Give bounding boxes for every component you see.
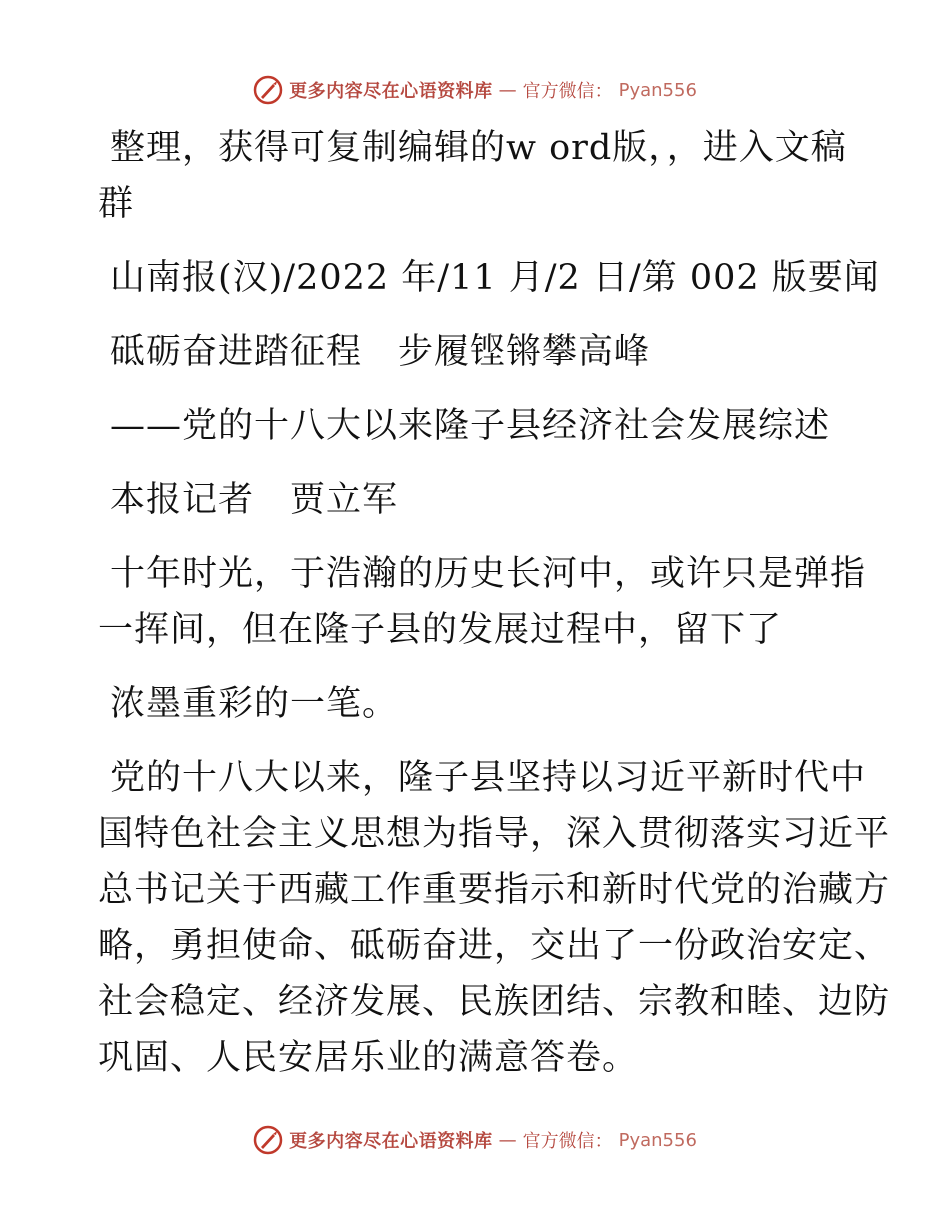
paragraph-1-line-1: 十年时光，于浩瀚的历史长河中，或许只是弹指 [110,554,867,594]
document-body [98,120,891,1086]
paragraph-2-line-5: 社会稳定、经济发展、民族团结、宗教和睦、边防 [98,982,891,1022]
paragraph-2-line-6: 巩固、人民安居乐业的满意答卷。 [98,1038,639,1078]
banner-dash: — [498,79,517,101]
header-banner [0,70,950,110]
paragraph-1-line-2: 一挥间，但在隆子县的发展过程中，留下了 [98,610,783,650]
paragraph-2-line-4: 略，勇担使命、砥砺奋进，交出了一份政治安定、 [98,926,891,966]
banner-wechat-id: Pyan556 [618,1129,697,1151]
banner-main-text: 更多内容尽在心语资料库 [289,1131,493,1152]
quill-logo-icon [253,75,283,105]
paragraph-2-line-2: 国特色社会主义思想为指导，深入贯彻落实习近平 [98,814,891,854]
quill-logo-icon [253,1125,283,1155]
headline: 砥砺奋进踏征程 步履铿锵攀高峰 [110,332,651,372]
source-line: 山南报(汉)/2022 年/11 月/2 日/第 002 版要闻 [110,258,880,298]
paragraph-2-line-1: 党的十八大以来，隆子县坚持以习近平新时代中 [110,758,867,798]
banner-main-text: 更多内容尽在心语资料库 [289,81,493,102]
banner-wechat-label: 官方微信： [522,1131,613,1152]
paragraph-1-line-3: 浓墨重彩的一笔。 [110,684,399,724]
byline: 本报记者 贾立军 [110,480,399,520]
banner-dash: — [498,1129,517,1151]
footer-banner [0,1120,950,1160]
subheadline: ——党的十八大以来隆子县经济社会发展综述 [110,406,831,446]
banner-wechat-id: Pyan556 [618,79,697,101]
intro-line-1: 整理，获得可复制编辑的w ord版，，进入文稿 [110,128,847,168]
paragraph-2-line-3: 总书记关于西藏工作重要指示和新时代党的治藏方 [98,870,891,910]
intro-line-2: 群 [98,184,135,224]
banner-wechat-label: 官方微信： [522,81,613,102]
